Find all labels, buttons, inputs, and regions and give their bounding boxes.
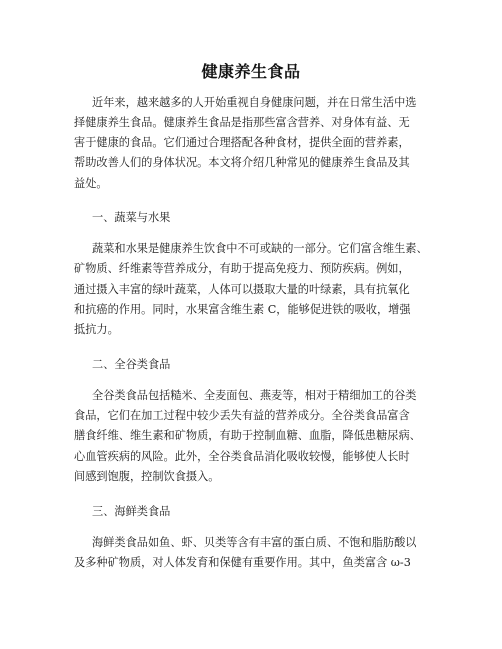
intro-line: 帮助改善人们的身体状况。本文将介绍几种常见的健康养生食品及其 bbox=[74, 156, 410, 169]
intro-line: 择健康养生食品。健康养生食品是指那些富含营养、对身体有益、无 bbox=[74, 116, 410, 129]
body-line: 通过摄入丰富的绿叶蔬菜，人体可以摄取大量的叶绿素，具有抗氧化 bbox=[74, 283, 410, 296]
body-line: 食品，它们在加工过程中较少丢失有益的营养成分。全谷类食品富含 bbox=[74, 409, 410, 422]
body-line: 心血管疾病的风险。此外，全谷类食品消化吸收较慢，能够使人长时 bbox=[74, 450, 410, 463]
body-line: 全谷类食品包括糙米、全麦面包、燕麦等，相对于精细加工的谷类 bbox=[92, 389, 417, 402]
body-line: 及多种矿物质，对人体发育和保健有重要作用。其中，鱼类富含 ω-3 bbox=[74, 556, 411, 569]
document-title: 健康养生食品 bbox=[201, 62, 301, 81]
body-line: 海鲜类食品如鱼、虾、贝类等含有丰富的蛋白质、不饱和脂肪酸以 bbox=[92, 536, 417, 549]
body-line: 膳食纤维、维生素和矿物质，有助于控制血糖、血脂，降低患糖尿病、 bbox=[74, 429, 421, 442]
body-line: 间感到饱腹，控制饮食摄入。 bbox=[74, 470, 220, 483]
section-heading: 一、蔬菜与水果 bbox=[92, 211, 171, 224]
body-line: 和抗癌的作用。同时，水果富含维生素 C，能够促进铁的吸收，增强 bbox=[74, 303, 411, 316]
intro-line: 害于健康的食品。它们通过合理搭配各种食材，提供全面的营养素， bbox=[74, 136, 410, 149]
body-line: 矿物质、纤维素等营养成分，有助于提高免疫力、预防疾病。例如， bbox=[74, 262, 410, 275]
body-line: 蔬菜和水果是健康养生饮食中不可或缺的一部分。它们富含维生素、 bbox=[92, 242, 428, 255]
section-heading: 三、海鲜类食品 bbox=[92, 505, 171, 518]
intro-line: 近年来，越来越多的人开始重视自身健康问题，并在日常生活中选 bbox=[92, 96, 417, 109]
section-heading: 二、全谷类食品 bbox=[92, 358, 171, 371]
body-line: 抵抗力。 bbox=[74, 323, 119, 336]
intro-line: 益处。 bbox=[74, 177, 108, 190]
